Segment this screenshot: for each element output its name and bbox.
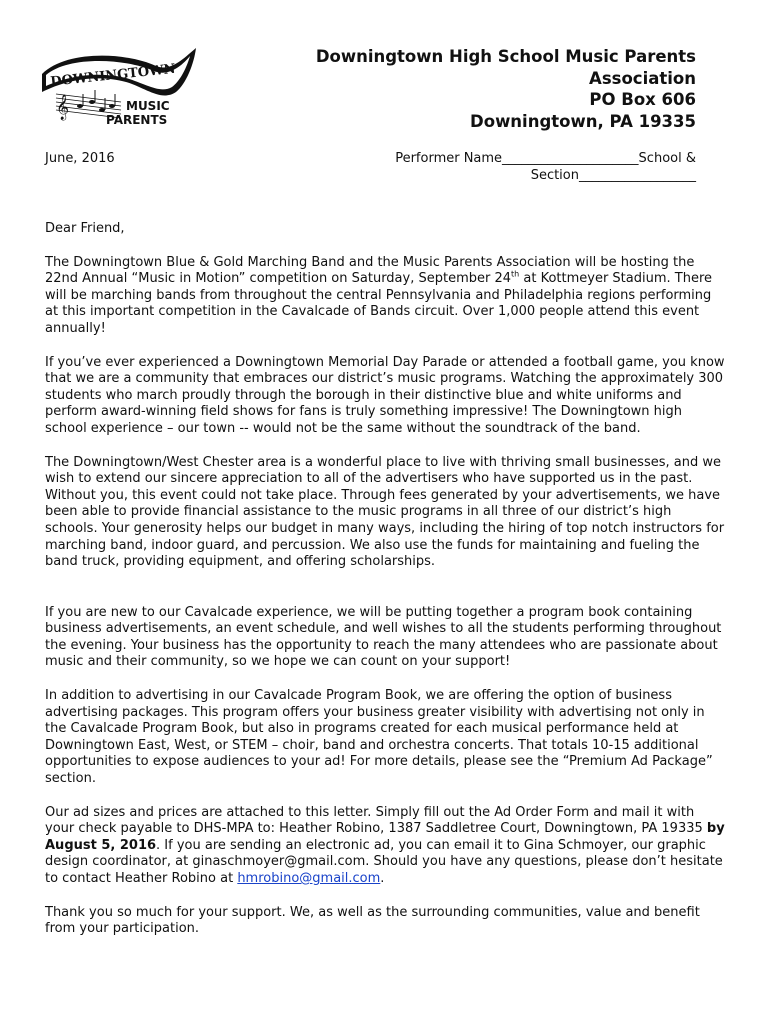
org-city-state: Downingtown, PA 19335 <box>470 111 696 131</box>
svg-text:𝄞: 𝄞 <box>56 95 70 120</box>
paragraph-ad-instructions-a: Our ad sizes and prices are attached to this letter. Simply fill out the Ad Order Form and mail it with your check payable to DHS-MPA to: Heather Robino, 1387 Saddletree Court, Downingtown, PA 19335 <box>45 804 707 837</box>
letter-date: June, 2016 <box>45 151 115 166</box>
organization-address <box>236 46 696 132</box>
downingtown-music-parents-logo <box>36 44 202 134</box>
salutation: Dear Friend, <box>45 221 125 236</box>
org-po-box: PO Box 606 <box>589 90 696 109</box>
letter-body <box>45 221 725 955</box>
performer-fields <box>316 151 696 184</box>
performer-name-school-line: Performer Name_____________________School & <box>395 151 696 166</box>
paragraph-event-intro <box>45 255 725 338</box>
org-name-line-1: Downingtown High School Music Parents <box>315 47 696 66</box>
paragraph-ad-instructions-b: . If you are sending an electronic ad, you can email it to Gina Schmoyer, our graphic design coordinator, at ginaschmoyer@gmail.com. Should you have any questions, please don’t hesitate to contact Heather Robino at <box>45 837 723 886</box>
logo-parents-text: PARENTS <box>106 113 168 127</box>
logo-title-text: DOWNINGTOWN <box>49 61 177 90</box>
logo-music-text: MUSIC <box>126 99 170 113</box>
ordinal-suffix: th <box>511 269 520 279</box>
paragraph-program-book: If you are new to our Cavalcade experience, we will be putting together a program book containing business advertisements, an event schedule, and well wishes to all the students performing throughout the evening. Your business has the opportunity to reach the many attendees who are passionate about music and their community, so we hope we can count on your support! <box>45 604 722 670</box>
paragraph-event-intro-a: The Downingtown Blue & Gold Marching Band and the Music Parents Association will be hosting the 22nd Annual “Music in Motion” competition on Saturday, September 24 <box>45 254 695 287</box>
org-name-line-2: Association <box>589 68 696 88</box>
paragraph-ad-instructions <box>45 805 725 888</box>
deadline-bold: by August 5, 2016 <box>45 821 725 853</box>
section-line: Section__________________ <box>530 167 696 183</box>
email-link[interactable]: hmrobino@gmail.com <box>237 871 381 886</box>
paragraph-community: If you’ve ever experienced a Downingtown Memorial Day Parade or attended a football game, you know that we are a community that embraces our district’s music programs. Watching the approximately 300 students who march proudly through the borough in their distinctive blue and white uniforms and perform award-winning field shows for fans is truly something impressive! The Downingtown high school experience – our town -- would not be the same without the soundtrack of the band. <box>45 354 725 436</box>
paragraph-ad-instructions-c: . <box>380 871 385 886</box>
paragraph-thanks: Thank you so much for your support. We, as well as the surrounding communities, value and benefit from your participation. <box>45 904 700 937</box>
paragraph-event-intro-b: at Kottmeyer Stadium. There will be marching bands from throughout the central Pennsylvania and Philadelphia regions performing at this important competition in the Cavalcade of Bands circuit. Over 1,000 people attend this event annually! <box>45 271 712 336</box>
paragraph-advertisers: The Downingtown/West Chester area is a wonderful place to live with thriving small businesses, and we wish to extend our sincere appreciation to all of the advertisers who have supported us in the past. Without you, this event could not take place. Through fees generated by your advertisements, we have been able to provide financial assistance to the music programs in all three of our district’s high schools. Your generosity helps our budget in many ways, including the hiring of top notch instructors for marching band, indoor guard, and percussion. We also use the funds for maintaining and fueling the band truck, providing equipment, and offering scholarships. <box>45 454 725 570</box>
paragraph-ad-packages: In addition to advertising in our Cavalcade Program Book, we are offering the option of business advertising packages. This program offers your business greater visibility with advertising not only in the Cavalcade Program Book, but also in programs created for each musical performance held at Downingtown East, West, or STEM – choir, band and orchestra concerts. That totals 10-15 additional opportunities to expose audiences to your ad! For more details, please see the “Premium Ad Package” section. <box>45 688 713 787</box>
